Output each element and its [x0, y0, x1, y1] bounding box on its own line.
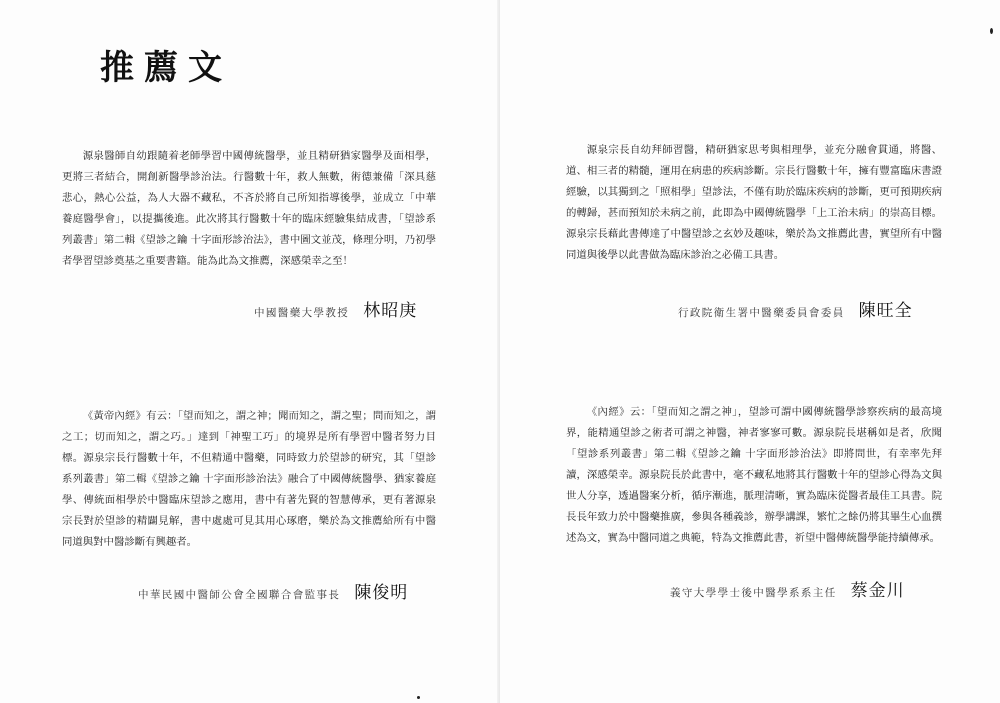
page-title: 推薦文 — [100, 48, 232, 88]
recommender-org-1: 中國醫藥大學教授 — [254, 307, 350, 319]
signature-2 — [138, 578, 408, 603]
scan-mark — [990, 28, 993, 34]
recommendation-text-4: 《內經》云：「望而知之謂之神」，望診可謂中國傳統醫學診察疾病的最高境界，能精通望診之術者可謂之神醫，神者寥寥可數。源泉院長堪稱如是者，欣聞「望診系列叢書」第二輯《望診之鑰 十字面形診治法》即將問世，有幸率先拜讀，深感榮幸。源泉院長於此書中，毫不藏私地將其行醫數十年的望診心得為文與世人分享，透過醫案分析，循序漸進，脈理清晰，實為臨床從醫者最佳工具書。院長長年致力於中醫藥推廣，參與各種義診，辦學講課，繁忙之餘仍將其畢生心血撰述為文，實為中醫同道之典範，特為文推薦此書，祈望中醫傳統醫學能持續傳承。 — [566, 406, 942, 544]
recommendation-text-1: 源泉醫師自幼跟隨着老師學習中國傳統醫學，並且精研猶家醫學及面相學，更將三者結合，開創新醫學診治法。行醫數十年，救人無數，術德兼備「深具慈悲心，熱心公益，為人大器不藏私，不吝於將自己所知指導後學，並成立「中華養庭醫學會」，以提攜後進。此次將其行醫數十年的臨床經驗集結成書，「望診系列叢書」第二輯《望診之鑰 十字面形診治法》，書中圖文並茂，條理分明，乃初學者學習望診奠基之重要書籍。能為此為文推薦，深感榮幸之至！ — [62, 150, 436, 267]
recommender-name-4: 蔡金川 — [850, 581, 905, 601]
recommender-name-2: 陳俊明 — [354, 583, 409, 603]
signature-1 — [254, 296, 417, 321]
recommender-name-1: 林昭庚 — [363, 301, 418, 321]
scan-speck — [417, 696, 420, 699]
recommender-name-3: 陳旺全 — [858, 301, 913, 321]
right-page — [500, 0, 1000, 703]
recommender-org-3: 行政院衛生署中醫藥委員會委員 — [678, 307, 845, 319]
signature-3 — [678, 296, 913, 321]
recommender-org-2: 中華民國中醫師公會全國聯合會監事長 — [138, 589, 341, 601]
recommendation-text-3: 源泉宗長自幼拜師習醫，精研猶家思考與相理學，並充分融會貫通，將醫、道、相三者的精髓，運用在病患的疾病診斷。宗長行醫數十年，擁有豐富臨床書證經驗，以其獨到之「照相學」望診法，不僅有助於臨床疾病的診斷，更可預期疾病的轉歸，甚而預知於未病之前，此即為中國傳統醫學「上工治未病」的崇高目標。源泉宗長藉此書傳達了中醫望診之玄妙及趣味，樂於為文推薦此書，實望所有中醫同道與後學以此書做為臨床診治之必備工具書。 — [566, 144, 942, 261]
recommendation-text-2: 《黃帝內經》有云：「望而知之，謂之神；聞而知之，謂之聖；問而知之，謂之工；切而知之，謂之巧。」達到「神聖工巧」的境界是所有學習中醫者努力目標。源泉宗長行醫數十年，不但精通中醫藥，同時致力於望診的研究，其「望診系列叢書」第二輯《望診之鑰 十字面形診治法》融合了中國傳統醫學、猶家養庭學、傳統面相學於中醫臨床望診之應用，書中有著先賢的智慧傳承，更有著源泉宗長對於望診的精闢見解，書中處處可見其用心琢磨，樂於為文推薦給所有中醫同道與對中醫診斷有興趣者。 — [62, 410, 436, 548]
signature-4 — [670, 576, 905, 601]
recommender-org-4: 義守大學學士後中醫學系系主任 — [670, 587, 837, 599]
